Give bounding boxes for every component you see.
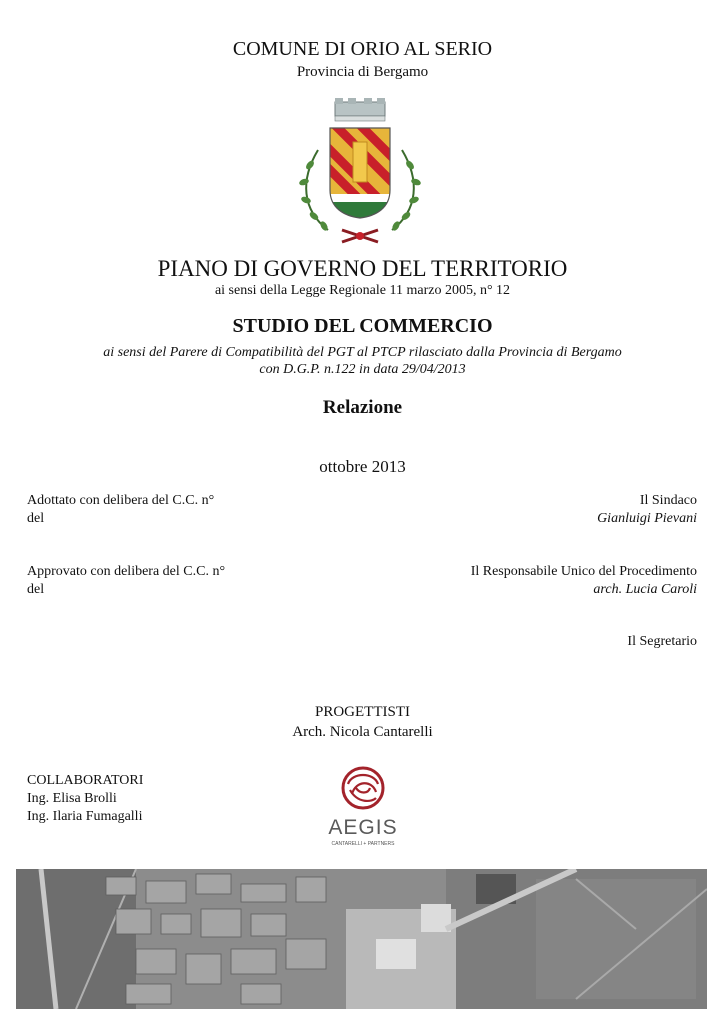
aegis-logo [322, 764, 404, 852]
mayor-role: Il Sindaco [639, 493, 697, 508]
adoption-block [27, 492, 214, 528]
logo-subtext: CANTARELLI + PARTNERS [331, 841, 395, 847]
study-subtitle-line2: con D.G.P. n.122 in data 29/04/2013 [259, 362, 466, 377]
aerial-photo-image [16, 869, 707, 1009]
document-date: ottobre 2013 [319, 457, 406, 476]
designer-name: Arch. Nicola Cantarelli [292, 724, 433, 740]
province-subtitle: Provincia di Bergamo [296, 64, 429, 80]
municipality-title: COMUNE DI ORIO AL SERIO [232, 38, 493, 60]
approval-block [27, 563, 225, 599]
collaborators-label: COLLABORATORI [27, 773, 144, 788]
aegis-swirl-icon [322, 764, 404, 814]
secretary-role: Il Segretario [627, 634, 697, 649]
study-title: STUDIO DEL COMMERCIO [232, 315, 493, 337]
approval-line2: del [27, 582, 45, 597]
crown-icon [335, 98, 385, 121]
coat-of-arms-icon [280, 90, 440, 250]
plan-subtitle: ai sensi della Legge Regionale 11 marzo 2005, n° 12 [214, 283, 511, 298]
approval-line1: Approvato con delibera del C.C. n° [27, 564, 226, 579]
plan-title: PIANO DI GOVERNO DEL TERRITORIO [157, 256, 568, 281]
collaborator-name: Ing. Elisa Brolli [27, 791, 117, 806]
collaborator-name: Ing. Ilaria Fumagalli [27, 809, 143, 824]
collaborators-block [27, 772, 143, 826]
mayor-name: Gianluigi Pievani [597, 511, 697, 526]
designers-label: PROGETTISTI [315, 704, 410, 720]
mayor-block [597, 492, 697, 528]
logo-text: AEGIS [328, 816, 398, 839]
ribbon-icon [342, 230, 378, 242]
rup-block [471, 563, 697, 599]
rup-role: Il Responsabile Unico del Procedimento [470, 564, 697, 579]
report-title: Relazione [322, 397, 403, 418]
shield-icon [300, 110, 415, 225]
study-subtitle-line1: ai sensi del Parere di Compatibilità del PGT al PTCP rilasciato dalla Provincia di Bergamo [103, 345, 622, 360]
adoption-line1: Adottato con delibera del C.C. n° [27, 493, 215, 508]
rup-name: arch. Lucia Caroli [593, 582, 697, 597]
adoption-line2: del [27, 511, 45, 526]
